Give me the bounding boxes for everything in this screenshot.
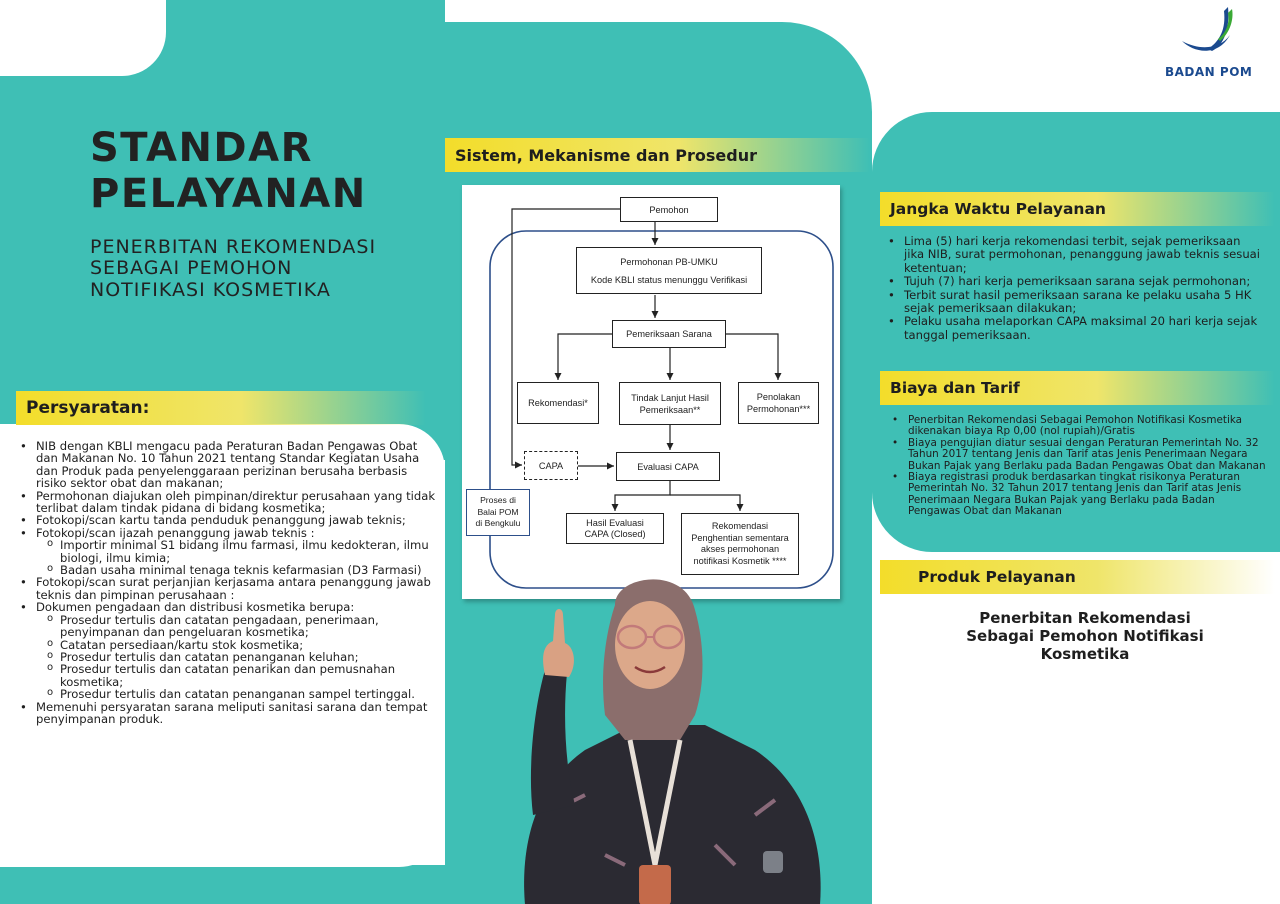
list-item: • Biaya pengujian diatur sesuai dengan Peraturan Pemerintah No. 32 Tahun 2017 tentang Jenis dan Tarif atas Jenis Penerimaan Negara Bukan Pajak yang Berlaku pada Badan Pengawas Obat dan Makanan	[888, 438, 1266, 472]
flow-box-hasil-evaluasi: Hasil Evaluasi CAPA (Closed)	[566, 513, 664, 544]
sub-list-item: o Importir minimal S1 bidang ilmu farmasi, ilmu kedokteran, ilmu biologi, ilmu kimia;	[40, 539, 436, 564]
persyaratan-header	[16, 391, 426, 425]
subtitle-line3: NOTIFIKASI KOSMETIKA	[90, 279, 331, 301]
jangka-header	[880, 192, 1275, 226]
sub-list-item: o Prosedur tertulis dan catatan penanganan sampel tertinggal.	[40, 688, 436, 700]
flow-box-pemohon: Pemohon	[620, 197, 718, 222]
sub-list-item: o Prosedur tertulis dan catatan penarikan dan pemusnahan kosmetika;	[40, 663, 436, 688]
flow-box-rekomendasi: Rekomendasi*	[517, 382, 599, 424]
biaya-list	[888, 415, 1266, 518]
flow-box-tindak-lanjut: Tindak Lanjut Hasil Pemeriksaan**	[619, 382, 721, 425]
top-left-white-corner	[0, 0, 166, 76]
list-item: • Penerbitan Rekomendasi Sebagai Pemohon Notifikasi Kosmetika dikenakan biaya Rp 0,00 (nol rupiah)/Gratis	[888, 415, 1266, 438]
list-item: • Fotokopi/scan ijazah penanggung jawab teknis : o Importir minimal S1 bidang ilmu farmasi, ilmu kedokteran, ilmu biologi, ilmu kimia; o Badan usaha minimal tenaga teknis kefarmasian (D3 Farmasi)	[16, 527, 436, 577]
sub-list-item: o Prosedur tertulis dan catatan pengadaan, penerimaan, penyimpanan dan pengeluaran kosmetika;	[40, 614, 436, 639]
logo-mark-icon	[1160, 5, 1260, 65]
flow-box-penolakan: Penolakan Permohonan***	[738, 382, 819, 424]
persyaratan-list	[16, 440, 436, 725]
sub-list-item: o Prosedur tertulis dan catatan penanganan keluhan;	[40, 651, 436, 663]
presenter-photo	[505, 565, 835, 904]
list-item: • NIB dengan KBLI mengacu pada Peraturan Badan Pengawas Obat dan Makanan No. 10 Tahun 2021 tentang Standar Kegiatan Usaha dan Produk pada penyelenggaraan perizinan berusaha berbasis risiko sektor obat dan makanan;	[16, 440, 436, 490]
produk-header-label: Produk Pelayanan	[918, 568, 1076, 586]
jangka-header-label: Jangka Waktu Pelayanan	[890, 200, 1106, 218]
logo-text: BADAN POM	[1165, 65, 1253, 79]
badan-pom-logo	[1160, 5, 1260, 80]
list-item: • Terbit surat hasil pemeriksaan sarana ke pelaku usaha 5 HK sejak pemeriksaan dilakukan;	[884, 289, 1264, 316]
flowchart	[462, 185, 840, 599]
list-item: • Tujuh (7) hari kerja pemeriksaan sarana sejak permohonan;	[884, 275, 1264, 288]
sistem-header-label: Sistem, Mekanisme dan Prosedur	[455, 145, 757, 165]
left-bottom-teal-strip	[0, 865, 445, 904]
flow-box-pemeriksaan: Pemeriksaan Sarana	[612, 320, 726, 348]
sub-list-item: o Badan usaha minimal tenaga teknis kefarmasian (D3 Farmasi)	[40, 564, 436, 576]
flow-box-rekomendasi-penghentian: Rekomendasi Penghentian sementara akses permohonan notifikasi Kosmetik ****	[681, 513, 799, 575]
subtitle-line2: SEBAGAI PEMOHON	[90, 257, 293, 279]
list-item: • Fotokopi/scan kartu tanda penduduk penanggung jawab teknis;	[16, 514, 436, 526]
flow-box-capa: CAPA	[524, 451, 578, 480]
list-item: • Dokumen pengadaan dan distribusi kosmetika berupa: o Prosedur tertulis dan catatan pengadaan, penerimaan, penyimpanan dan pengeluaran kosmetika; o Catatan persediaan/kartu stok kosmetika; o Prosedur tertulis dan catatan penanganan keluhan; o Prosedur tertulis dan catatan penarikan dan pemusnahan kosmetika; o Prosedur tertulis dan catatan penanganan sampel tertinggal.	[16, 601, 436, 700]
persyaratan-header-label: Persyaratan:	[26, 398, 150, 418]
sub-list-item: o Catatan persediaan/kartu stok kosmetika;	[40, 639, 436, 651]
jangka-list	[884, 235, 1264, 342]
sistem-header	[445, 138, 870, 172]
biaya-header	[880, 371, 1275, 405]
page-title-line1: STANDAR	[90, 125, 313, 171]
list-item: • Memenuhi persyaratan sarana meliputi sanitasi sarana dan tempat penyimpanan produk.	[16, 701, 436, 726]
list-item: • Permohonan diajukan oleh pimpinan/direktur perusahaan yang tidak terlibat dalam tindak pidana di bidang kosmetika;	[16, 490, 436, 515]
produk-text: Penerbitan Rekomendasi Sebagai Pemohon Notifikasi Kosmetika	[966, 609, 1204, 663]
produk-header	[880, 560, 1275, 594]
list-item: • Pelaku usaha melaporkan CAPA maksimal 20 hari kerja sejak tanggal pemeriksaan.	[884, 315, 1264, 342]
list-item: • Biaya registrasi produk berdasarkan tingkat risikonya Peraturan Pemerintah No. 32 Tahun 2017 tentang Jenis dan Tarif atas Jenis Penerimaan Negara Bukan Pajak yang Berlaku pada Badan Pengawas Obat dan Makanan	[888, 472, 1266, 518]
biaya-header-label: Biaya dan Tarif	[890, 379, 1020, 397]
flow-box-proses-balai: Proses di Balai POM di Bengkulu	[466, 489, 530, 536]
page-title-line2: PELAYANAN	[90, 171, 367, 217]
flow-box-evaluasi-capa: Evaluasi CAPA	[616, 452, 720, 481]
list-item: • Lima (5) hari kerja rekomendasi terbit, sejak pemeriksaan jika NIB, surat permohonan, penanggung jawab teknis sesuai ketentuan;	[884, 235, 1264, 275]
list-item: • Fotokopi/scan surat perjanjian kerjasama antara penanggung jawab teknis dan pimpinan perusahaan :	[16, 576, 436, 601]
flow-box-pb-umku: Permohonan PB-UMKU Kode KBLI status menunggu Verifikasi	[576, 247, 762, 294]
subtitle-line1: PENERBITAN REKOMENDASI	[90, 236, 377, 258]
